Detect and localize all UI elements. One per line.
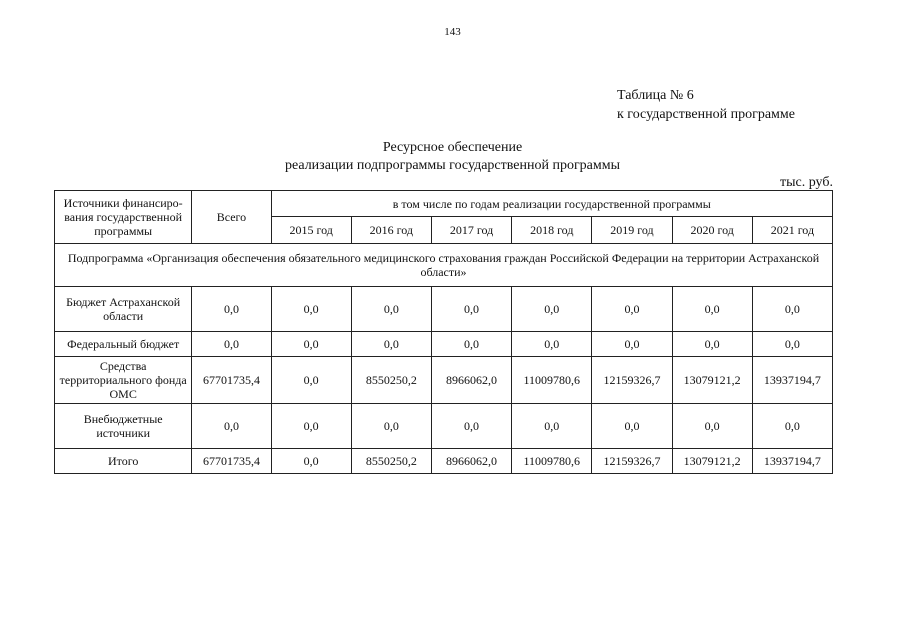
resource-table <box>54 190 833 474</box>
row-value: 0,0 <box>431 332 511 357</box>
row-value: 0,0 <box>351 287 431 332</box>
row-total: 0,0 <box>192 287 271 332</box>
header-year: 2015 год <box>271 217 351 244</box>
row-value: 0,0 <box>271 287 351 332</box>
row-value: 0,0 <box>431 404 511 449</box>
row-value: 0,0 <box>512 332 592 357</box>
row-value: 12159326,7 <box>592 449 672 474</box>
table-label-program: к государственной программе <box>617 107 795 122</box>
header-year: 2018 год <box>512 217 592 244</box>
row-value: 0,0 <box>752 404 832 449</box>
table-row <box>55 357 833 404</box>
row-value: 0,0 <box>512 404 592 449</box>
row-value: 0,0 <box>271 332 351 357</box>
header-years-group: в том числе по годам реализации государственной программы <box>271 191 832 217</box>
row-value: 11009780,6 <box>512 357 592 404</box>
table-row <box>55 404 833 449</box>
row-value: 8550250,2 <box>351 449 431 474</box>
row-value: 0,0 <box>752 287 832 332</box>
header-year: 2021 год <box>752 217 832 244</box>
table-row <box>55 332 833 357</box>
row-value: 0,0 <box>752 332 832 357</box>
units-label: тыс. руб. <box>780 175 833 190</box>
subprogram-row <box>55 244 833 287</box>
row-value: 0,0 <box>271 449 351 474</box>
row-value: 0,0 <box>672 332 752 357</box>
document-title-line-2: реализации подпрограммы государственной программы <box>284 158 621 173</box>
table-row-total <box>55 449 833 474</box>
row-value: 0,0 <box>512 287 592 332</box>
row-value: 0,0 <box>431 287 511 332</box>
row-source: Итого <box>55 449 192 474</box>
row-source: Бюджет Астраханской области <box>55 287 192 332</box>
row-value: 8966062,0 <box>431 449 511 474</box>
row-value: 0,0 <box>592 287 672 332</box>
row-value: 0,0 <box>672 404 752 449</box>
row-value: 13079121,2 <box>672 449 752 474</box>
table-header-row <box>55 191 833 217</box>
row-value: 0,0 <box>351 404 431 449</box>
row-total: 0,0 <box>192 332 271 357</box>
table-label-number: Таблица № 6 <box>617 88 694 103</box>
page-number: 143 <box>444 26 461 38</box>
header-year: 2016 год <box>351 217 431 244</box>
document-title-line-1: Ресурсное обеспечение <box>382 140 523 155</box>
header-year: 2017 год <box>431 217 511 244</box>
row-value: 13937194,7 <box>752 449 832 474</box>
row-value: 0,0 <box>592 404 672 449</box>
row-value: 12159326,7 <box>592 357 672 404</box>
row-total: 67701735,4 <box>192 449 271 474</box>
document-title <box>0 139 905 175</box>
header-year: 2020 год <box>672 217 752 244</box>
row-value: 13937194,7 <box>752 357 832 404</box>
row-value: 0,0 <box>271 404 351 449</box>
row-value: 8966062,0 <box>431 357 511 404</box>
row-source: Федеральный бюджет <box>55 332 192 357</box>
row-value: 0,0 <box>351 332 431 357</box>
row-source: Средства территориального фонда ОМС <box>55 357 192 404</box>
row-value: 13079121,2 <box>672 357 752 404</box>
table-label <box>617 86 795 124</box>
row-value: 11009780,6 <box>512 449 592 474</box>
header-total: Всего <box>192 191 271 244</box>
table-row <box>55 287 833 332</box>
row-value: 0,0 <box>592 332 672 357</box>
header-year: 2019 год <box>592 217 672 244</box>
row-value: 8550250,2 <box>351 357 431 404</box>
header-source: Источники финансиро-вания государственной программы <box>55 191 192 244</box>
row-value: 0,0 <box>271 357 351 404</box>
row-value: 0,0 <box>672 287 752 332</box>
row-total: 0,0 <box>192 404 271 449</box>
subprogram-title: Подпрограмма «Организация обеспечения обязательного медицинского страхования граждан Российской Федерации на территории Астраханской области» <box>55 244 833 287</box>
row-total: 67701735,4 <box>192 357 271 404</box>
row-source: Внебюджетные источники <box>55 404 192 449</box>
